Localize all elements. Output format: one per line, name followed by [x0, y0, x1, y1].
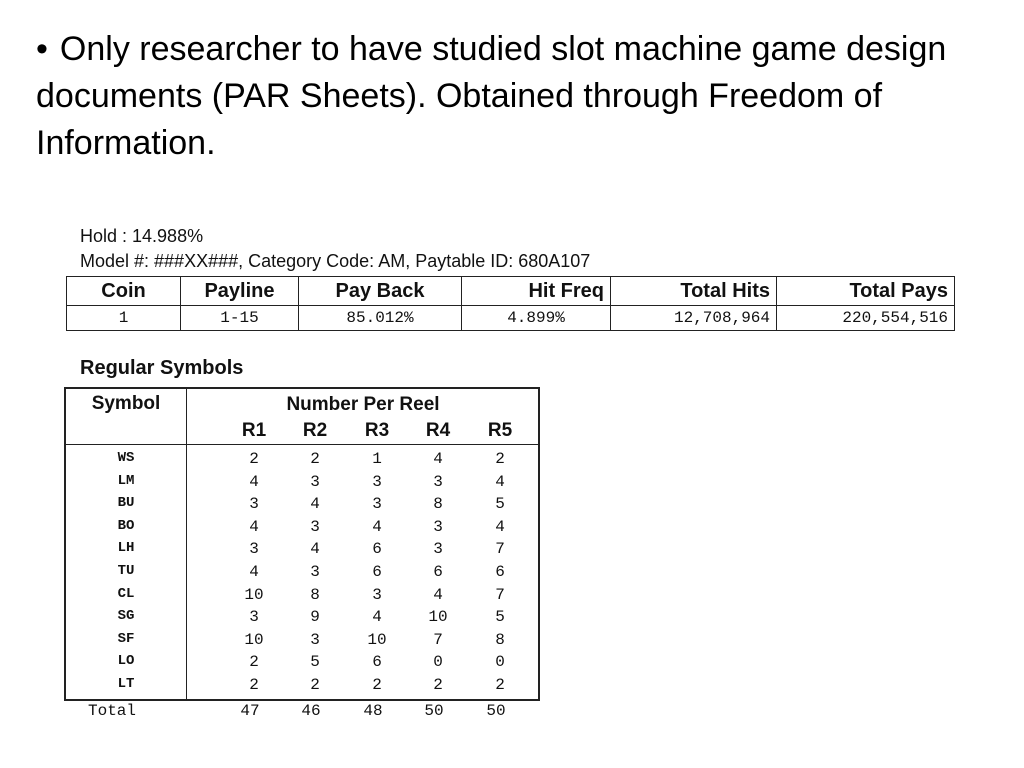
reel-count-r3: 3 — [372, 585, 382, 604]
reel-count-r5: 4 — [495, 517, 505, 536]
reel-count-r1: 4 — [249, 563, 259, 581]
reel-count-r3: 4 — [372, 608, 382, 627]
reel-count-r4: 3 — [433, 517, 443, 536]
reel-count-r5: 4 — [495, 472, 505, 491]
reel-count-r2: 8 — [310, 585, 320, 604]
symbol-code: WS — [117, 450, 135, 466]
reel-count-r3: 1 — [372, 450, 382, 468]
reel-count-r3: 6 — [372, 540, 382, 559]
reel-count-r2: 3 — [310, 517, 320, 536]
reel-header-r4: R4 — [425, 420, 451, 441]
reel-count-r5: 7 — [495, 585, 505, 604]
reel-count-r3: 4 — [372, 517, 382, 536]
total-r2: 46 — [301, 702, 321, 720]
reel-count-r4: 6 — [433, 563, 443, 581]
reel-count-r4: 10 — [428, 608, 448, 627]
summary-value-hit-freq: 4.899% — [462, 306, 611, 331]
symbol-code: TU — [117, 563, 135, 579]
symbol-row — [66, 450, 538, 472]
reel-count-r1: 10 — [244, 585, 264, 604]
summary-value-coin: 1 — [67, 306, 181, 331]
reel-count-r4: 2 — [433, 676, 443, 694]
reel-count-r5: 2 — [495, 450, 505, 468]
regular-symbols-table — [64, 387, 540, 701]
symbol-row — [66, 608, 538, 630]
summary-header-total-hits: Total Hits — [611, 277, 777, 306]
reel-header-r3: R3 — [364, 420, 390, 441]
reel-count-r2: 3 — [310, 472, 320, 491]
symbol-code: SG — [117, 608, 135, 625]
symbol-row — [66, 676, 538, 698]
reel-count-r2: 2 — [310, 676, 320, 694]
reel-count-r5: 8 — [495, 630, 505, 649]
summary-header-coin: Coin — [67, 277, 181, 306]
total-r4: 50 — [424, 702, 444, 720]
regular-symbols-title: Regular Symbols — [80, 357, 244, 379]
summary-value-total-hits: 12,708,964 — [611, 306, 777, 331]
reel-count-r5: 7 — [495, 540, 505, 559]
reel-count-r1: 4 — [249, 472, 259, 491]
reel-count-r2: 3 — [310, 630, 320, 649]
bullet-point — [36, 26, 986, 167]
symbol-row — [66, 586, 538, 608]
total-r5: 50 — [486, 702, 506, 720]
reel-header-r1: R1 — [241, 420, 267, 441]
reel-count-r2: 4 — [310, 495, 320, 514]
reel-count-r3: 6 — [372, 563, 382, 581]
symbol-row — [66, 563, 538, 585]
reel-count-r3: 10 — [367, 630, 387, 649]
reel-count-r5: 0 — [495, 653, 505, 672]
reel-count-r5: 6 — [495, 563, 505, 581]
summary-header-total-pays: Total Pays — [777, 277, 955, 306]
reel-count-r2: 2 — [310, 450, 320, 468]
symbol-header: Symbol — [91, 393, 161, 414]
reel-count-r2: 3 — [310, 563, 320, 581]
symbol-code: BO — [117, 517, 135, 534]
model-line: Model #: ###XX###, Category Code: AM, Paytable ID: 680A107 — [80, 251, 591, 271]
symbol-code: SF — [117, 630, 135, 647]
symbol-code: BU — [117, 495, 135, 512]
reel-header-r5: R5 — [487, 420, 513, 441]
symbol-code: LO — [117, 653, 135, 670]
reel-count-r4: 7 — [433, 630, 443, 649]
summary-table — [66, 276, 955, 331]
summary-header-payback: Pay Back — [299, 277, 462, 306]
symbol-code: LM — [117, 472, 135, 489]
reel-count-r5: 5 — [495, 495, 505, 514]
reel-count-r1: 10 — [244, 630, 264, 649]
reel-count-r5: 5 — [495, 608, 505, 627]
reel-count-r3: 3 — [372, 495, 382, 514]
reel-count-r3: 6 — [372, 653, 382, 672]
reel-count-r4: 3 — [433, 472, 443, 491]
reel-count-r1: 2 — [249, 450, 259, 468]
reel-count-r5: 2 — [495, 676, 505, 694]
symbol-code: LH — [117, 540, 135, 557]
summary-value-row — [67, 306, 955, 331]
reel-count-r3: 3 — [372, 472, 382, 491]
reel-count-r1: 2 — [249, 653, 259, 672]
reel-count-r1: 4 — [249, 517, 259, 536]
summary-header-payline: Payline — [181, 277, 299, 306]
symbol-row — [66, 540, 538, 562]
symbol-code: LT — [117, 676, 135, 692]
reel-count-r4: 3 — [433, 540, 443, 559]
bullet-text: Only researcher to have studied slot machine game design documents (PAR Sheets). Obtained through Freedom of Information. — [36, 30, 947, 162]
symbol-row — [66, 473, 538, 495]
header-divider — [66, 444, 538, 445]
symbol-row — [66, 495, 538, 517]
reel-count-r1: 2 — [249, 676, 259, 694]
bullet-marker: • — [36, 30, 48, 68]
total-r3: 48 — [363, 702, 383, 720]
symbol-code: CL — [117, 585, 135, 602]
reel-count-r2: 4 — [310, 540, 320, 559]
number-per-reel-header: Number Per Reel — [286, 394, 440, 415]
total-row — [64, 702, 540, 724]
reel-count-r1: 3 — [249, 495, 259, 514]
hold-line: Hold : 14.988% — [80, 226, 204, 246]
total-r1: 47 — [240, 702, 260, 720]
total-label: Total — [88, 702, 137, 720]
reel-count-r4: 8 — [433, 495, 443, 514]
reel-count-r2: 9 — [310, 608, 320, 627]
summary-value-payback: 85.012% — [299, 306, 462, 331]
summary-value-payline: 1-15 — [181, 306, 299, 331]
symbol-row — [66, 653, 538, 675]
reel-count-r4: 0 — [433, 653, 443, 672]
reel-count-r1: 3 — [249, 608, 259, 627]
reel-count-r3: 2 — [372, 676, 382, 694]
reel-count-r4: 4 — [433, 450, 443, 468]
summary-value-total-pays: 220,554,516 — [777, 306, 955, 331]
summary-header-hit-freq: Hit Freq — [462, 277, 611, 306]
summary-header-row — [67, 277, 955, 306]
reel-count-r1: 3 — [249, 540, 259, 559]
symbol-row — [66, 631, 538, 653]
reel-count-r2: 5 — [310, 653, 320, 672]
reel-count-r4: 4 — [433, 585, 443, 604]
symbol-row — [66, 518, 538, 540]
reel-header-r2: R2 — [302, 420, 328, 441]
